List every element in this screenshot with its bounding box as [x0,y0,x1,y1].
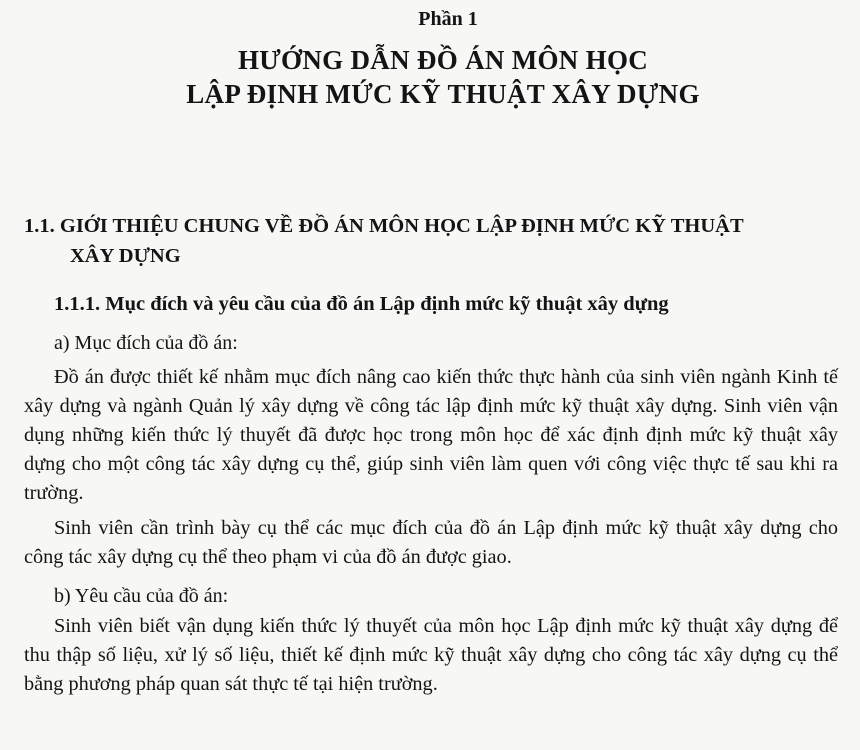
title-line-1: HƯỚNG DẪN ĐỒ ÁN MÔN HỌC [237,45,649,75]
section-heading [24,211,838,271]
subsection-heading: 1.1.1. Mục đích và yêu cầu của đồ án Lập định mức kỹ thuật xây dựng [54,293,669,315]
section-heading-line-2: XÂY DỰNG [70,245,181,267]
purpose-paragraph-1: Đồ án được thiết kế nhằm mục đích nâng cao kiến thức thực hành của sinh viên ngành Kinh tế xây dựng và ngành Quản lý xây dựng về công tác lập định mức kỹ thuật xây dựng. Sinh viên vận dụng những kiến thức lý thuyết đã được học trong môn học để xác định định mức kỹ thuật xây dựng cho một công tác xây dựng cụ thể, giúp sinh viên làm quen với công việc thực tế sau khi ra trường. [24,366,838,504]
requirements-paragraph-1: Sinh viên biết vận dụng kiến thức lý thuyết của môn học Lập định mức kỹ thuật xây dựng để thu thập số liệu, xử lý số liệu, thiết kế định mức kỹ thuật xây dựng cho công tác xây dựng cụ thể bằng phương pháp quan sát thực tế tại hiện trường. [24,615,838,695]
purpose-label: a) Mục đích của đồ án: [54,332,238,354]
section-heading-line-1: 1.1. GIỚI THIỆU CHUNG VỀ ĐỒ ÁN MÔN HỌC LẬP ĐỊNH MỨC KỸ THUẬT [24,215,744,237]
part-label: Phần 1 [418,8,478,30]
requirements-label: b) Yêu cầu của đồ án: [54,585,229,607]
title-line-2: LẬP ĐỊNH MỨC KỸ THUẬT XÂY DỰNG [186,79,700,109]
purpose-paragraph-2: Sinh viên cần trình bày cụ thể các mục đích của đồ án Lập định mức kỹ thuật xây dựng cho công tác xây dựng cụ thể theo phạm vi của đồ án được giao. [24,517,838,568]
document-title [24,43,838,111]
